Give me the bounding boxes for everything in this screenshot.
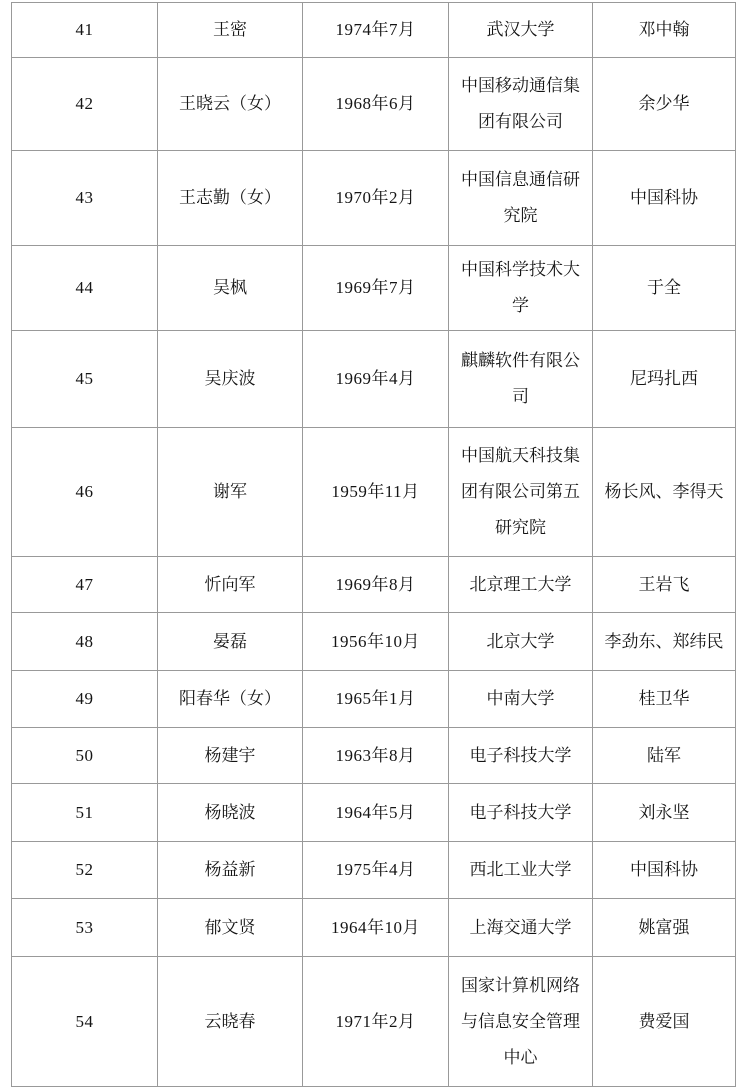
table-row (12, 899, 736, 957)
cell-number: 54 (12, 957, 158, 1087)
cell-nominator: 余少华 (593, 58, 736, 151)
cell-name: 忻向军 (158, 557, 303, 613)
cell-organization: 电子科技大学 (449, 728, 593, 784)
cell-organization: 麒麟软件有限公司 (449, 331, 593, 428)
table-row (12, 3, 736, 58)
cell-name: 谢军 (158, 428, 303, 557)
cell-organization: 上海交通大学 (449, 899, 593, 957)
table-row (12, 151, 736, 246)
cell-organization: 武汉大学 (449, 3, 593, 58)
cell-nominator: 中国科协 (593, 842, 736, 899)
table-row (12, 784, 736, 842)
cell-birthdate: 1959年11月 (303, 428, 449, 557)
cell-nominator: 杨长风、李得天 (593, 428, 736, 557)
cell-organization: 电子科技大学 (449, 784, 593, 842)
table-row (12, 58, 736, 151)
table-row (12, 671, 736, 728)
cell-number: 45 (12, 331, 158, 428)
cell-nominator: 李劲东、郑纬民 (593, 613, 736, 671)
cell-name: 杨益新 (158, 842, 303, 899)
cell-name: 王志勤（女） (158, 151, 303, 246)
table-row (12, 842, 736, 899)
cell-nominator: 陆军 (593, 728, 736, 784)
cell-number: 49 (12, 671, 158, 728)
cell-birthdate: 1974年7月 (303, 3, 449, 58)
cell-number: 51 (12, 784, 158, 842)
cell-organization: 国家计算机网络与信息安全管理中心 (449, 957, 593, 1087)
cell-birthdate: 1969年4月 (303, 331, 449, 428)
cell-nominator: 尼玛扎西 (593, 331, 736, 428)
cell-nominator: 邓中翰 (593, 3, 736, 58)
cell-organization: 北京理工大学 (449, 557, 593, 613)
cell-number: 50 (12, 728, 158, 784)
cell-organization: 中国信息通信研究院 (449, 151, 593, 246)
table-row (12, 331, 736, 428)
cell-birthdate: 1964年5月 (303, 784, 449, 842)
cell-birthdate: 1963年8月 (303, 728, 449, 784)
cell-organization: 中国航天科技集团有限公司第五研究院 (449, 428, 593, 557)
cell-name: 王晓云（女） (158, 58, 303, 151)
nominees-table (11, 2, 736, 1087)
cell-name: 吴庆波 (158, 331, 303, 428)
table-row (12, 728, 736, 784)
cell-name: 郁文贤 (158, 899, 303, 957)
cell-organization: 西北工业大学 (449, 842, 593, 899)
cell-nominator: 桂卫华 (593, 671, 736, 728)
table-row (12, 957, 736, 1087)
cell-organization: 中国科学技术大学 (449, 246, 593, 331)
cell-nominator: 王岩飞 (593, 557, 736, 613)
cell-name: 阳春华（女） (158, 671, 303, 728)
cell-name: 吴枫 (158, 246, 303, 331)
cell-number: 52 (12, 842, 158, 899)
cell-organization: 中南大学 (449, 671, 593, 728)
cell-birthdate: 1965年1月 (303, 671, 449, 728)
cell-number: 41 (12, 3, 158, 58)
cell-birthdate: 1964年10月 (303, 899, 449, 957)
nominees-table-body (12, 3, 736, 1087)
table-row (12, 428, 736, 557)
cell-name: 云晓春 (158, 957, 303, 1087)
cell-birthdate: 1975年4月 (303, 842, 449, 899)
cell-name: 杨建宇 (158, 728, 303, 784)
cell-nominator: 于全 (593, 246, 736, 331)
cell-birthdate: 1969年7月 (303, 246, 449, 331)
cell-nominator: 刘永坚 (593, 784, 736, 842)
cell-birthdate: 1971年2月 (303, 957, 449, 1087)
cell-organization: 中国移动通信集团有限公司 (449, 58, 593, 151)
cell-number: 43 (12, 151, 158, 246)
cell-nominator: 费爱国 (593, 957, 736, 1087)
cell-nominator: 中国科协 (593, 151, 736, 246)
table-row (12, 246, 736, 331)
cell-nominator: 姚富强 (593, 899, 736, 957)
table-row (12, 613, 736, 671)
cell-birthdate: 1956年10月 (303, 613, 449, 671)
cell-number: 44 (12, 246, 158, 331)
cell-number: 42 (12, 58, 158, 151)
cell-name: 杨晓波 (158, 784, 303, 842)
table-row (12, 557, 736, 613)
cell-number: 53 (12, 899, 158, 957)
cell-name: 王密 (158, 3, 303, 58)
cell-birthdate: 1968年6月 (303, 58, 449, 151)
cell-number: 47 (12, 557, 158, 613)
cell-number: 46 (12, 428, 158, 557)
cell-name: 晏磊 (158, 613, 303, 671)
cell-organization: 北京大学 (449, 613, 593, 671)
cell-number: 48 (12, 613, 158, 671)
cell-birthdate: 1969年8月 (303, 557, 449, 613)
cell-birthdate: 1970年2月 (303, 151, 449, 246)
